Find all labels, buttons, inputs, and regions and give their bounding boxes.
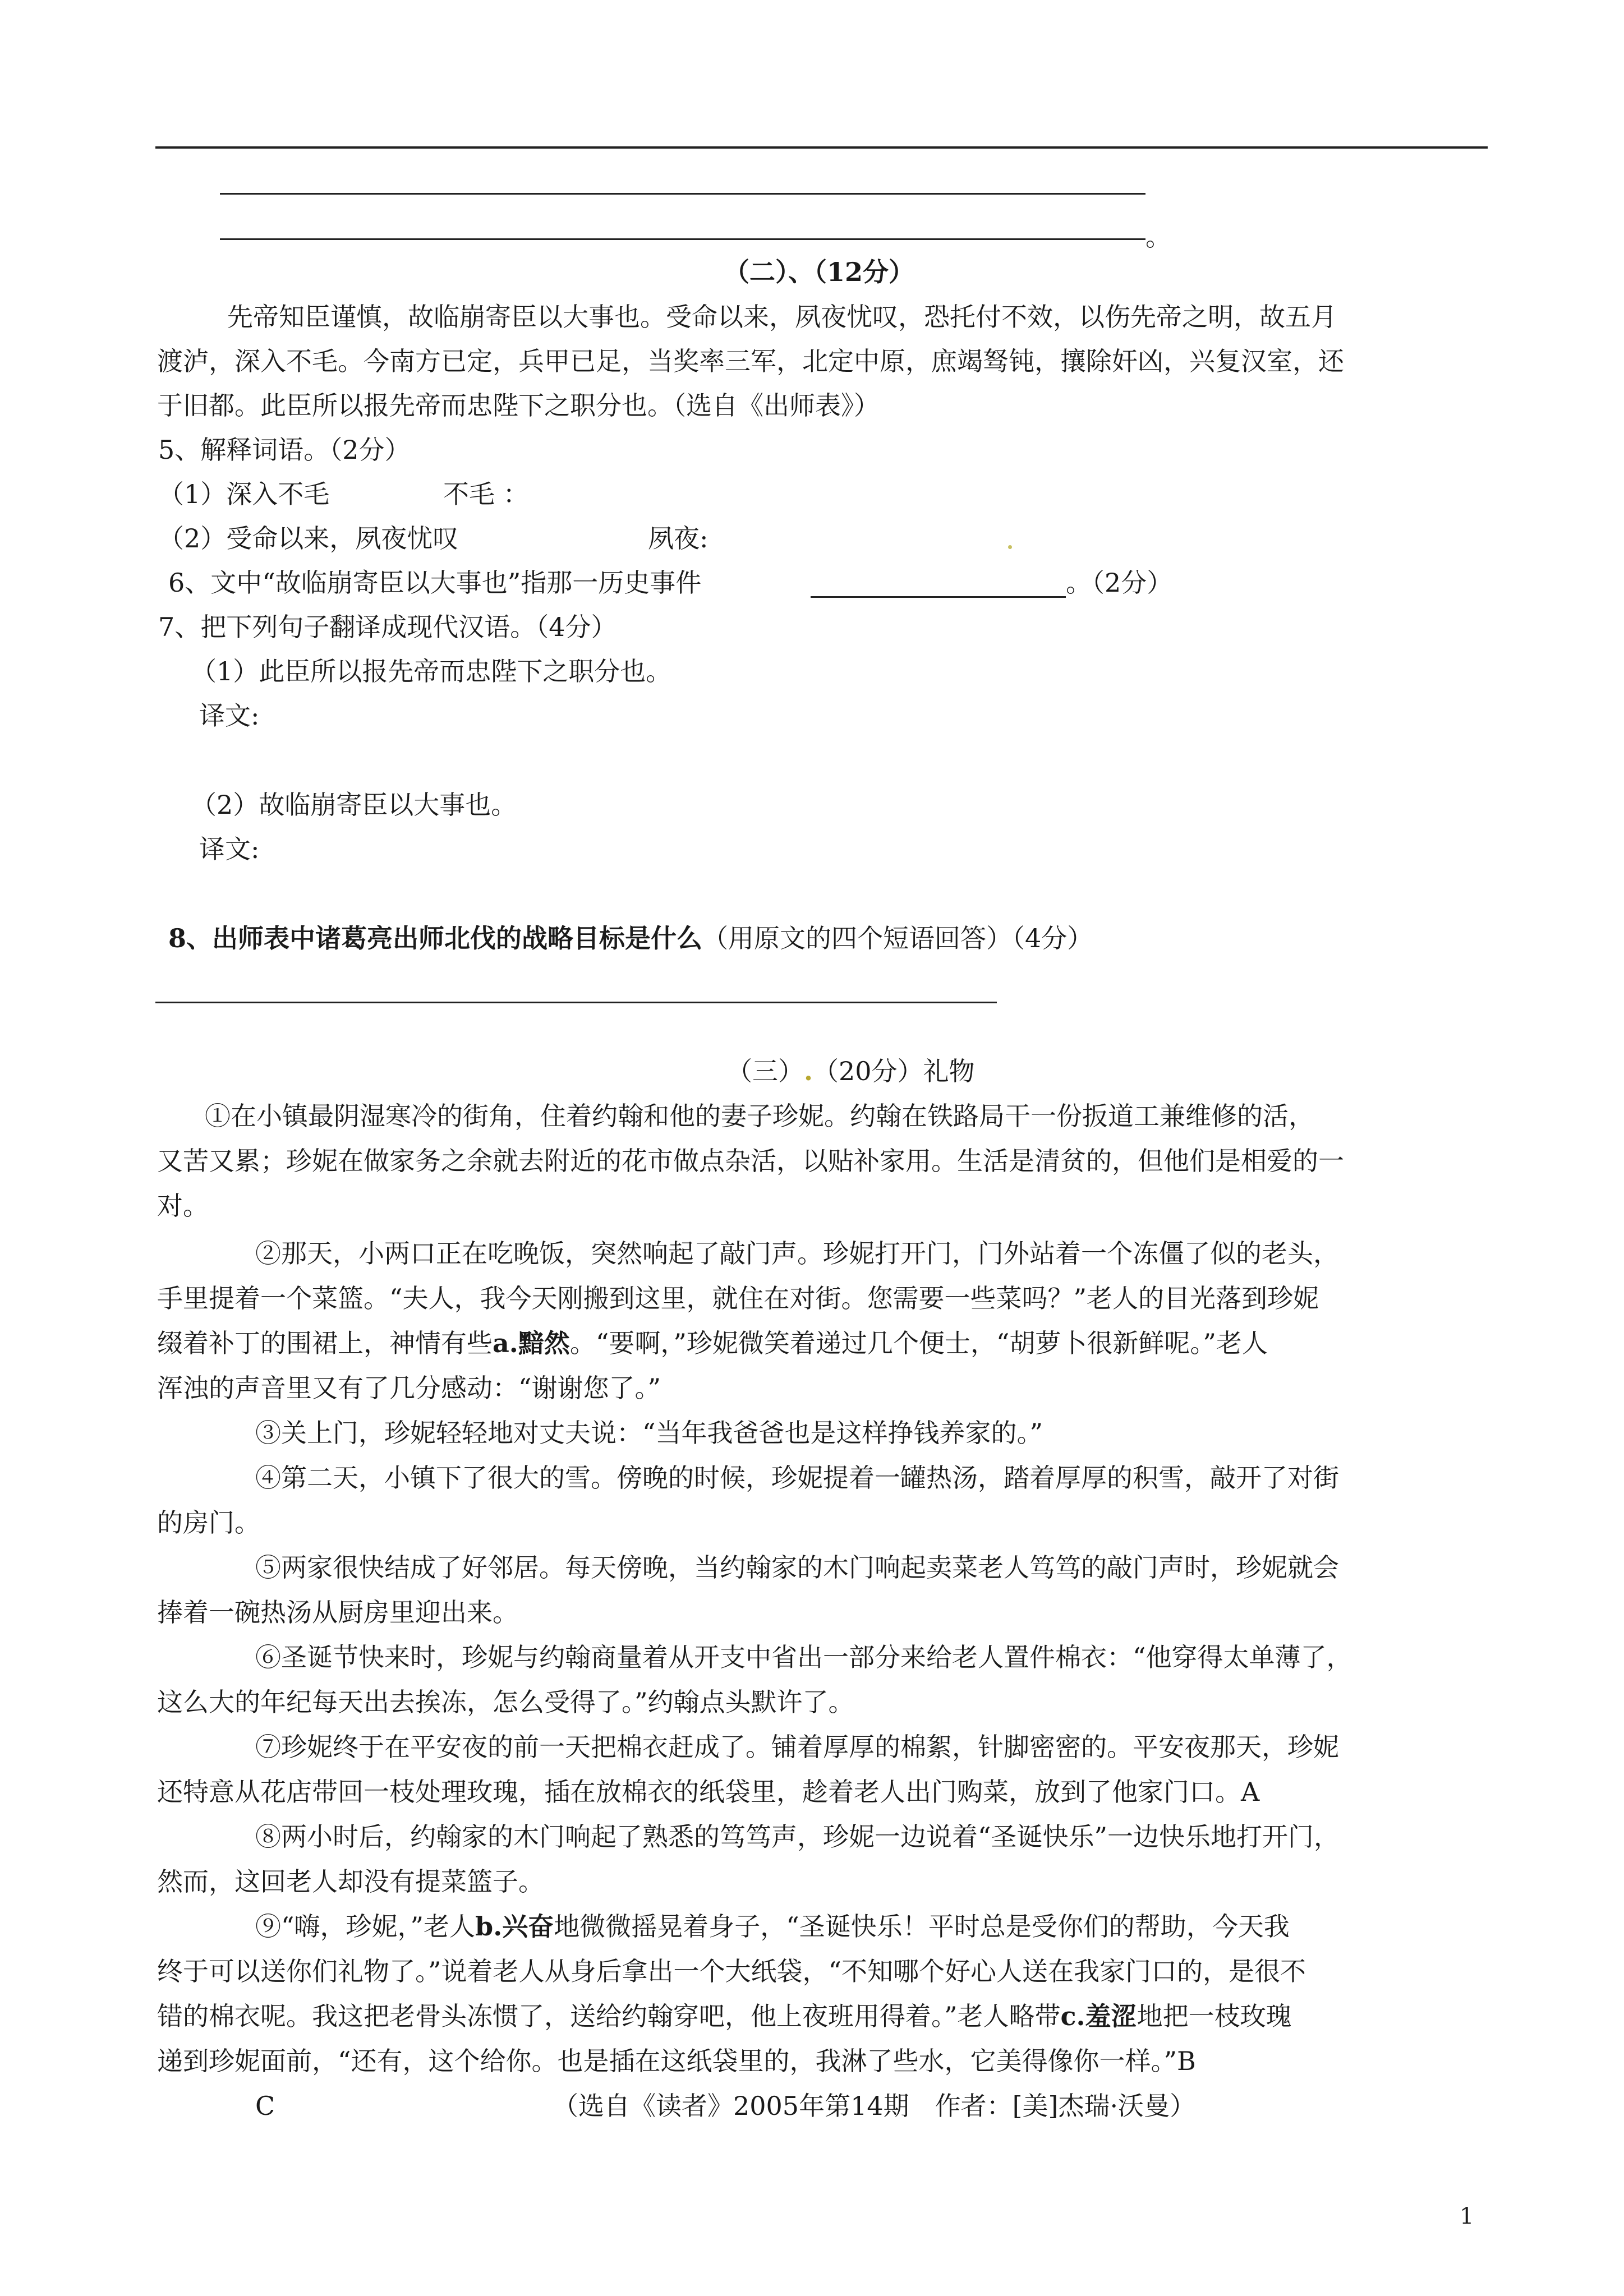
para-2-line-3	[157, 1326, 1268, 1360]
para-2-line-1: ②那天，小两口正在吃晚饭，突然响起了敲门声。珍妮打开门，门外站着一个冻僵了似的老头，	[255, 1238, 1339, 1269]
question-6-score: 。（2分）	[1066, 568, 1173, 598]
para-1-line-3: 对。	[157, 1191, 209, 1221]
question-7-1-label: 译文:	[199, 700, 260, 731]
para-9-line-1-c: 地微微摇晃着身子，“圣诞快乐！平时总是受你们的帮助，今天我	[554, 1911, 1290, 1942]
answer-line-period: 。	[1145, 222, 1171, 252]
question-8	[168, 921, 1093, 955]
para-3: ③关上门，珍妮轻轻地对丈夫说：“当年我爸爸也是这样挣钱养家的。”	[255, 1418, 1043, 1448]
answer-line-1	[220, 193, 1145, 195]
question-7-1: （1）此臣所以报先帝而忠陛下之职分也。	[191, 656, 672, 686]
section2-title: （二）、（12分）	[724, 257, 915, 287]
question-5-1-term: 不毛 ：	[443, 479, 529, 509]
passage-line-3: 于旧都。此臣所以报先帝而忠陛下之职分也。（选自《出师表》）	[157, 390, 880, 421]
answer-line-2	[220, 238, 1145, 240]
annotation-b: b.兴奋	[475, 1911, 554, 1942]
para-5-line-1: ⑤两家很快结成了好邻居。每天傍晚，当约翰家的木门响起卖菜老人笃笃的敲门声时，珍妮就会	[255, 1552, 1339, 1583]
para-9-line-3	[157, 1999, 1292, 2033]
section3-title-dot: .	[804, 1056, 813, 1086]
para-6-line-2: 这么大的年纪每天出去挨冻，怎么受得了。”约翰点头默许了。	[157, 1687, 854, 1717]
para-8-line-2: 然而，这回老人却没有提菜篮子。	[157, 1866, 544, 1897]
para-1-line-2: 又苦又累；珍妮在做家务之余就去附近的花市做点杂活，以贴补家用。生活是清贫的，但他们是相爱的一	[157, 1146, 1344, 1176]
passage-line-2: 渡泸，深入不毛。今南方已定，兵甲已足，当奖率三军，北定中原，庶竭驽钝，攘除奸凶，兴复汉室，还	[157, 346, 1344, 376]
question-8-bold: 8、出师表中诸葛亮出师北伐的战略目标是什么	[168, 923, 703, 953]
source-citation: （选自《读者》2005年第14期 作者：[美]杰瑞·沃曼）	[553, 2091, 1196, 2121]
para-8-line-1: ⑧两小时后，约翰家的木门响起了熟悉的笃笃声，珍妮一边说着“圣诞快乐”一边快乐地打开门，	[255, 1822, 1340, 1852]
para-4-line-1: ④第二天，小镇下了很大的雪。傍晚的时候，珍妮提着一罐热汤，踏着厚厚的积雪，敲开了对街	[255, 1463, 1339, 1493]
question-7-2: （2）故临崩寄臣以大事也。	[191, 790, 517, 820]
para-9-line-3-c: 地把一枝玫瑰	[1137, 2001, 1292, 2031]
marker-c: C	[255, 2091, 275, 2121]
question-5-2-term: 夙夜:	[648, 523, 709, 554]
section3-title-text: （20分）礼物	[813, 1056, 975, 1086]
passage-line-1: 先帝知臣谨慎，故临崩寄臣以大事也。受命以来，夙夜忧叹，恐托付不效，以伤先帝之明，故五月	[227, 302, 1337, 332]
question-8-rest: （用原文的四个短语回答）（4分）	[702, 923, 1093, 953]
question-7: 7、把下列句子翻译成现代汉语。（4分）	[158, 612, 617, 642]
para-2-line-4: 浑浊的声音里又有了几分感动：“谢谢您了。”	[157, 1373, 661, 1403]
para-7-line-1: ⑦珍妮终于在平安夜的前一天把棉衣赶成了。铺着厚厚的棉絮，针脚密密的。平安夜那天，珍妮	[255, 1732, 1339, 1762]
para-9-line-2: 终于可以送你们礼物了。”说着老人从身后拿出一个大纸袋，“不知哪个好心人送在我家门口的，是很不	[157, 1956, 1306, 1986]
question-5: 5、解释词语。（2分）	[158, 435, 411, 465]
annotation-c: c.羞涩	[1060, 2001, 1137, 2031]
para-2-line-3-c: 。“要啊，”珍妮微笑着递过几个便士，“胡萝卜很新鲜呢。”老人	[569, 1328, 1268, 1358]
annotation-a: a.黯然	[493, 1328, 570, 1358]
question-5-1-phrase: （1）深入不毛	[158, 479, 330, 509]
para-4-line-2: 的房门。	[157, 1507, 260, 1538]
question-6-blank	[811, 596, 1066, 598]
para-2-line-2: 手里提着一个菜篮。“夫人，我今天刚搬到这里，就住在对街。您需要一些菜吗？”老人的目光落到珍妮	[157, 1283, 1319, 1313]
para-6-line-1: ⑥圣诞节快来时，珍妮与约翰商量着从开支中省出一部分来给老人置件棉衣：“他穿得太单薄了，	[255, 1642, 1352, 1672]
para-5-line-2: 捧着一碗热汤从厨房里迎出来。	[157, 1597, 518, 1628]
para-1-line-1: ①在小镇最阴湿寒冷的街角，住着约翰和他的妻子珍妮。约翰在铁路局干一份扳道工兼维修的活，	[205, 1101, 1314, 1131]
mark-dot	[1008, 545, 1012, 549]
section3-title	[726, 1054, 975, 1088]
question-5-2-phrase: （2）受命以来，夙夜忧叹	[158, 523, 459, 554]
page-number: 1	[1460, 2203, 1474, 2229]
para-2-line-3-a: 缀着补丁的围裙上，神情有些	[157, 1328, 493, 1358]
section3-title-num: （三）	[726, 1056, 804, 1086]
para-7-line-2: 还特意从花店带回一枝处理玫瑰，插在放棉衣的纸袋里，趁着老人出门购菜，放到了他家门口。A	[157, 1777, 1260, 1807]
question-6: 6、文中“故临崩寄臣以大事也”指那一历史事件	[168, 568, 702, 598]
question-7-2-label: 译文:	[199, 834, 260, 864]
question-8-answer-line	[155, 1002, 997, 1003]
para-9-line-1-a: ⑨“嗨，珍妮，”老人	[255, 1911, 476, 1942]
para-9-line-3-a: 错的棉衣呢。我这把老骨头冻惯了，送给约翰穿吧，他上夜班用得着。”老人略带	[157, 2001, 1061, 2031]
header-rule	[155, 146, 1488, 149]
para-9-line-1	[255, 1910, 1290, 1943]
para-9-line-4: 递到珍妮面前，“还有，这个给你。也是插在这纸袋里的，我淋了些水，它美得像你一样。”B	[157, 2046, 1196, 2076]
